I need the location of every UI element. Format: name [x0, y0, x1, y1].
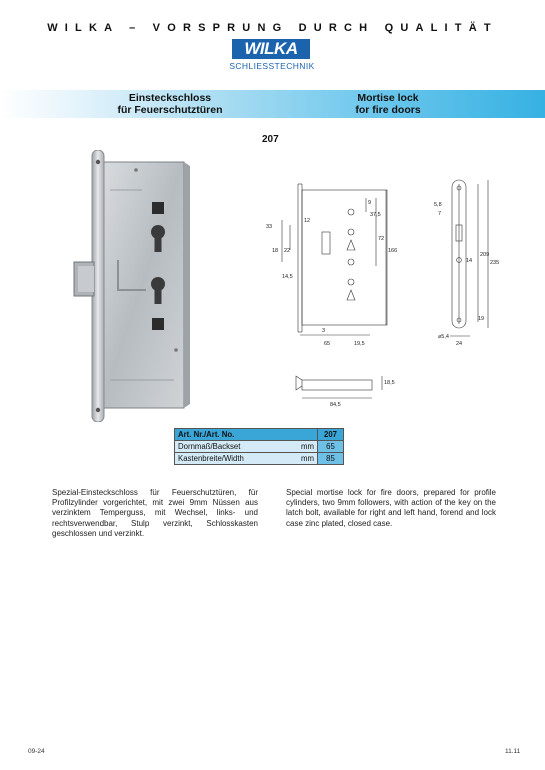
table-row	[175, 453, 344, 465]
footer-date: 11.11	[505, 748, 521, 755]
dim-19-5: 19,5	[354, 341, 365, 347]
description-english: Special mortise lock for fire doors, prepared for profile cylinders, two 9mm followers, with action of the key on the latch bolt, available for right and left hand, forend and lock case zinc plated, closed case.	[286, 488, 496, 528]
dim-166: 166	[388, 248, 398, 254]
title-german-line1: Einsteckschloss	[128, 92, 212, 104]
dim-22: 22	[284, 248, 291, 254]
specs-header-row	[175, 429, 344, 441]
dim-84-5: 84,5	[330, 402, 341, 408]
technical-drawings	[262, 170, 502, 415]
specs-header-label: Art. Nr./Art. No.	[175, 429, 318, 441]
title-german	[100, 92, 240, 116]
footer-page-code: 09-24	[28, 748, 45, 755]
model-number: 207	[262, 134, 279, 145]
spec-unit: mm	[298, 453, 318, 465]
product-photo	[66, 150, 196, 422]
dim-9: 9	[368, 200, 372, 206]
dim-72: 72	[378, 236, 385, 242]
dim-18: 18	[272, 248, 279, 254]
dim-24: 24	[456, 341, 463, 347]
dim-37-5: 37,5	[370, 212, 381, 218]
specs-header-value: 207	[318, 429, 344, 441]
wilka-logo	[228, 39, 316, 73]
title-english	[318, 92, 458, 116]
dim-65: 65	[324, 341, 331, 347]
dim-18-5: 18,5	[384, 380, 395, 386]
spec-value: 65	[318, 441, 344, 453]
title-band	[0, 90, 545, 118]
logo-wordmark: WILKA	[232, 39, 310, 59]
dim-19: 19	[478, 316, 485, 322]
dim-7: 7	[438, 211, 442, 217]
dim-5-8: 5,8	[434, 202, 442, 208]
brand-slogan: WILKA – VORSPRUNG DURCH QUALITÄT	[47, 22, 498, 34]
dim-14-5: 14,5	[282, 274, 293, 280]
table-row	[175, 441, 344, 453]
spec-unit: mm	[298, 441, 318, 453]
title-english-line1: Mortise lock	[357, 92, 419, 104]
dim-5-4: ⌀5,4	[438, 334, 449, 340]
spec-value: 85	[318, 453, 344, 465]
dim-3: 3	[322, 328, 326, 334]
dim-209: 209	[480, 252, 490, 258]
spec-label: Dornmaß/Backset	[175, 441, 298, 453]
dim-12: 12	[304, 218, 311, 224]
title-english-line2: for fire doors	[355, 104, 421, 116]
spec-label: Kastenbreite/Width	[175, 453, 298, 465]
title-german-line2: für Feuerschutztüren	[117, 104, 223, 116]
dim-235: 235	[490, 260, 500, 266]
description-german: Spezial-Einsteckschloss für Feuerschutztüren, für Profilzylinder vorgerichtet, mit zwei 9mm Nüssen aus verzinktem Temperguss, mit Wechsel, links- und rechtsverwendbar, Stulp verzinkt, Schlosskasten geschlossen und verzinkt.	[52, 488, 258, 538]
logo-subtext: SCHLIESSTECHNIK	[229, 61, 315, 71]
dim-33: 33	[266, 224, 273, 230]
specs-table	[174, 428, 344, 465]
dim-14: 14	[466, 258, 473, 264]
